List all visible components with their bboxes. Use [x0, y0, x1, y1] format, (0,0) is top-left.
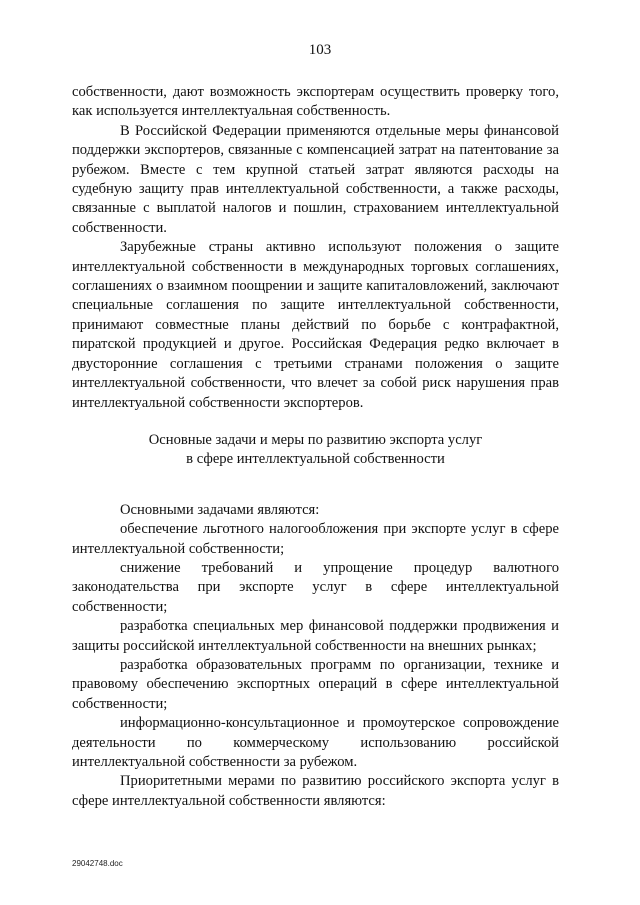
section-heading: [72, 431, 559, 470]
paragraph: собственности, дают возможность экспортерам осуществить проверку того, как используется интеллектуальная собственность.: [72, 84, 559, 120]
list-item: обеспечение льготного налогообложения при экспорте услуг в сфере интеллектуальной собственности;: [72, 521, 559, 557]
list-item: информационно-консультационное и промоутерское сопровождение деятельности по коммерческому использованию российской интеллектуальной собственности за рубежом.: [72, 715, 559, 770]
page-number: 103: [308, 42, 332, 58]
section-heading-line: в сфере интеллектуальной собственности: [186, 451, 445, 468]
paragraph: Приоритетными мерами по развитию российского экспорта услуг в сфере интеллектуальной собственности являются:: [72, 773, 559, 809]
paragraph: Основными задачами являются:: [120, 501, 320, 518]
section-heading-line: Основные задачи и меры по развитию экспорта услуг: [148, 431, 483, 448]
footer-filename: 29042748.doc: [72, 859, 123, 868]
paragraph: Зарубежные страны активно используют положения о защите интеллектуальной собственности в международных торговых соглашениях, соглашениях о взаимном поощрении и защите капиталовложений, заключают специальные соглашения по защите интеллектуальной собственности, принимают совместные планы действий по борьбе с контрафактной, пиратской продукцией и другое. Российская Федерация редко включает в двусторонние соглашения с третьими странами положения о защите интеллектуальной собственности, что влечет за собой риск нарушения прав интеллектуальной собственности экспортеров.: [72, 239, 559, 411]
list-item: разработка образовательных программ по организации, технике и правовому обеспечению экспортных операций в сфере интеллектуальной собственности;: [72, 656, 559, 712]
document-body: [72, 83, 559, 811]
paragraph: В Российской Федерации применяются отдельные меры финансовой поддержки экспортеров, связанные с компенсацией затрат на патентование за рубежом. Вместе с тем крупной статьей затрат являются расходы на судебную защиту прав интеллектуальной собственности, а также расходы, связанные с выплатой налогов и пошлин, страхованием интеллектуальной собственности.: [72, 122, 559, 236]
list-item: разработка специальных мер финансовой поддержки продвижения и защиты российской интеллектуальной собственности на внешних рынках;: [72, 618, 559, 654]
list-item: снижение требований и упрощение процедур валютного законодательства при экспорте услуг в сфере интеллектуальной собственности;: [72, 559, 559, 615]
